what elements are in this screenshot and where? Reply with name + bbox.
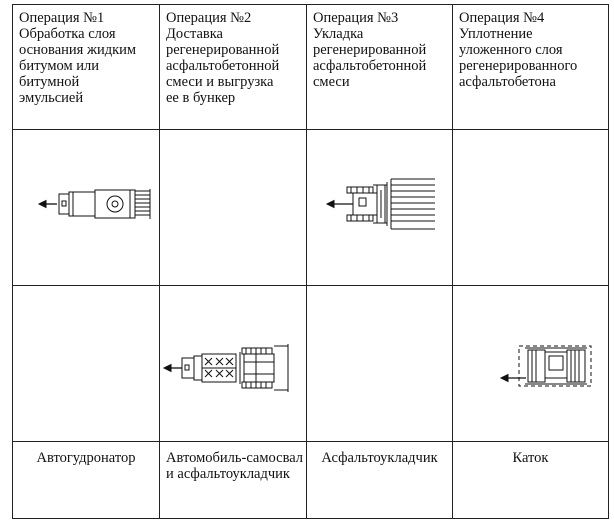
- asphalt-paver-icon: [307, 130, 453, 285]
- op2-header-cell: [160, 5, 307, 130]
- op1-header-cell: [13, 5, 160, 130]
- machines-row: [13, 442, 609, 519]
- schemes-row-2: [13, 286, 609, 442]
- road-roller-icon: [453, 286, 609, 441]
- op2-machine-cell: [160, 442, 307, 519]
- schemes-row-1: [13, 130, 609, 286]
- op3-desc-line: асфальтобетонной: [313, 58, 427, 74]
- op2-machine-label-line: и асфальтоукладчик: [166, 466, 290, 482]
- op4-desc-line: регенерированного: [459, 58, 578, 74]
- op4-scheme-cell: [453, 286, 609, 442]
- operations-sheet: [12, 4, 608, 518]
- op3-desc-line: Укладка: [313, 26, 364, 42]
- op2-desc-line: регенерированной: [166, 42, 280, 58]
- op3-scheme-cell-empty: [307, 286, 453, 442]
- asphalt-distributor-icon: [13, 130, 160, 285]
- op1-machine-label: Автогудронатор: [36, 450, 136, 466]
- dump-truck-and-paver-icon: [160, 286, 307, 441]
- op1-desc-line: битумом или: [19, 58, 100, 74]
- op1-scheme-cell: [13, 130, 160, 286]
- op2-desc-line: ее в бункер: [166, 90, 236, 106]
- op2-scheme-cell-empty: [160, 130, 307, 286]
- op3-scheme-cell: [307, 130, 453, 286]
- op1-scheme-cell-empty: [13, 286, 160, 442]
- operations-table: [12, 4, 609, 519]
- op4-machine-label: Каток: [512, 450, 549, 466]
- op4-desc-line: асфальтобетона: [459, 74, 556, 90]
- op1-title: Операция №1: [19, 10, 105, 26]
- op4-machine-cell: [453, 442, 609, 519]
- op1-desc-line: Обработка слоя: [19, 26, 116, 42]
- op4-desc-line: уложенного слоя: [459, 42, 563, 58]
- op2-desc-line: смеси и выгрузка: [166, 74, 274, 90]
- op3-machine-label: Асфальтоукладчик: [321, 450, 438, 466]
- op4-title: Операция №4: [459, 10, 545, 26]
- op4-desc-line: Уплотнение: [459, 26, 533, 42]
- op2-scheme-cell: [160, 286, 307, 442]
- op1-desc-line: основания жидким: [19, 42, 137, 58]
- op4-scheme-cell-empty: [453, 130, 609, 286]
- op3-machine-cell: [307, 442, 453, 519]
- op1-machine-cell: [13, 442, 160, 519]
- op1-desc-line: эмульсией: [19, 90, 84, 106]
- op2-desc-line: асфальтобетонной: [166, 58, 280, 74]
- op3-title: Операция №3: [313, 10, 399, 26]
- header-row: [13, 5, 609, 130]
- op2-machine-label-line: Автомобиль-самосвал: [166, 450, 304, 466]
- op3-header-cell: [307, 5, 453, 130]
- op4-header-cell: [453, 5, 609, 130]
- op2-title: Операция №2: [166, 10, 252, 26]
- op3-desc-line: регенерированной: [313, 42, 427, 58]
- op1-desc-line: битумной: [19, 74, 80, 90]
- op2-desc-line: Доставка: [166, 26, 223, 42]
- op3-desc-line: смеси: [313, 74, 350, 90]
